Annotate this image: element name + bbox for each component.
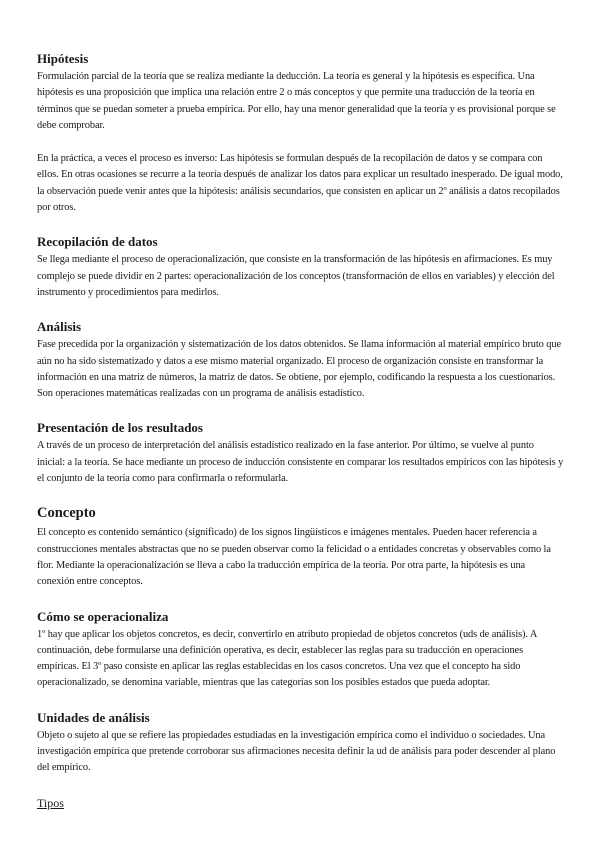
section-hipotesis (37, 50, 564, 216)
heading-hipotesis: Hipótesis (37, 51, 89, 66)
section-unidades-de-analisis (37, 709, 564, 777)
paragraph: A través de un proceso de interpretación del análisis estadístico realizado en la fase anterior. Por último, se vuelve al punto inicial: a la teoría. Se hace mediante un proceso de inducción consistente en comparar los resultados empíricos con las hipótesis y el conjunto de la teoría como para confirmarla o reformularla. (37, 440, 564, 485)
section-presentacion (37, 419, 564, 487)
paragraph: Fase precedida por la organización y sistematización de los datos obtenidos. Se llama información al material empírico bruto que aún no ha sido sistematizado y datos a ese mismo material organizado. El proceso de organización consiste en transformar la información en una matriz de números, la matriz de datos. Se obtiene, por ejemplo, codificando la respuesta a los cuestionarios. Son operaciones matemáticas realizadas con un programa de análisis estadístico. (37, 339, 561, 400)
heading-recopilacion-de-datos: Recopilación de datos (37, 234, 158, 250)
paragraph: En la práctica, a veces el proceso es inverso: Las hipótesis se formulan después de la recopilación de datos y se compara con ellos. En otras ocasiones se recurre a la teoría después de analizar los datos para explicar un resultado inesperado. De igual modo, la observación puede venir antes que la hipótesis: análisis secundarios, que consisten en aplicar un 2º análisis a datos recopilados por otros. (37, 153, 563, 214)
heading-analisis: Análisis (37, 319, 82, 335)
paragraph: Se llega mediante el proceso de operacionalización, que consiste en la transformación de las hipótesis en afirmaciones. Es muy complejo se puede dividir en 2 partes: operacionalización de los conceptos (transformación de ellos en variables) y elección del instrumento y procedimientos para medirlos. (37, 254, 555, 298)
section-concepto (37, 504, 564, 590)
tipos-link[interactable]: Tipos (37, 795, 64, 810)
heading-como-se-operacionaliza: Cómo se operacionaliza (37, 608, 169, 624)
paragraph: Formulación parcial de la teoría que se realiza mediante la deducción. La teoría es general y la hipótesis es específica. Una hipótesis es una proposición que implica una relación entre 2 o más conceptos y que permite una traducción de la teoría en términos que se puedan someter a prueba empírica. Por ello, hay una menor generalidad que la teoría y es provisional porque se debe comprobar. (37, 71, 556, 131)
section-como-se-operacionaliza (37, 608, 564, 692)
section-recopilacion (37, 233, 564, 301)
paragraph: Objeto o sujeto al que se refiere las propiedades estudiadas en la investigación empírica como el individuo o sociedades. Una investigación empírica que pretende corroborar sus afirmaciones necesita definir la ud de análisis para poder descender al plano del empírico. (37, 729, 556, 774)
heading-presentacion-de-resultados: Presentación de los resultados (37, 420, 203, 436)
heading-unidades-de-analisis: Unidades de análisis (37, 709, 150, 725)
paragraph-gap (37, 134, 564, 151)
paragraph: 1º hay que aplicar los objetos concretos, es decir, convertirlo en atributo propiedad de objetos concretos (uds de análisis). A continuación, debe formularse una definición operativa, es decir, establecer las reglas para su traducción en operaciones empíricas. El 3º paso consiste en aplicar las reglas establecidas en los casos concretos. Una vez que el concepto ha sido operacionalizado, se denomina variable, mientras que las categorías son los posibles estados que pueda adoptar. (37, 628, 537, 689)
heading-concepto: Concepto (37, 505, 96, 522)
paragraph: El concepto es contenido semántico (significado) de los signos lingüísticos e imágenes mentales. Pueden hacer referencia a construcciones mentales abstractas que no se pueden observar como la felicidad o a entidades concretas y observables como la flor. Mediante la operacionalización se lleva a cabo la traducción empírica de la teoría. Por otra parte, la hipótesis es una conexión entre conceptos. (37, 527, 551, 588)
section-analisis (37, 318, 564, 402)
